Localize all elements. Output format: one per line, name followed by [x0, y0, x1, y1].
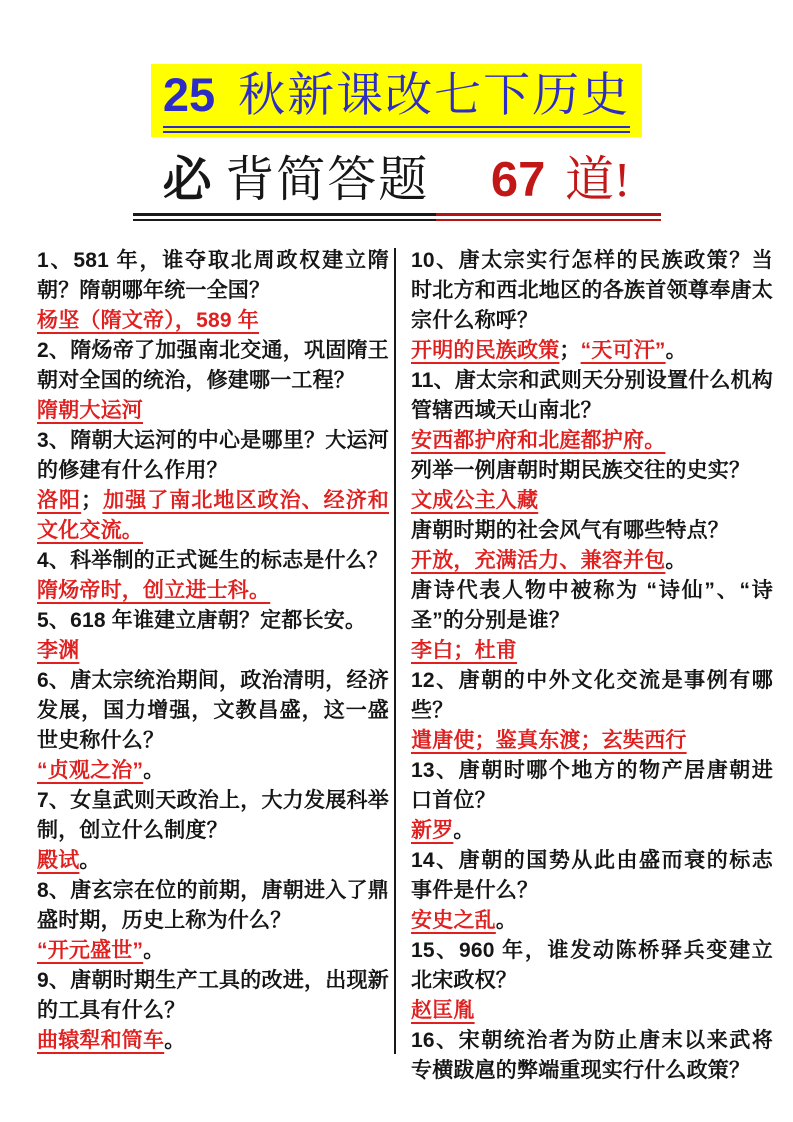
question-text: 13、唐朝时哪个地方的物产居唐朝进口首位？	[411, 759, 773, 812]
answer-punctuation: ；	[81, 489, 103, 512]
answer-paragraph	[37, 486, 389, 546]
answer-punctuation: 。	[453, 819, 475, 842]
question-paragraph	[37, 546, 389, 576]
answer-text: 赵匡胤	[411, 999, 475, 1022]
question-text: 6、唐太宗统治期间，政治清明，经济发展，国力增强，文教昌盛，这一盛世史称什么？	[37, 669, 389, 752]
left-column	[37, 246, 389, 1086]
answer-paragraph	[411, 486, 773, 516]
question-text: 5、618 年谁建立唐朝？定都长安。	[37, 609, 367, 632]
banner-highlight-box	[151, 64, 642, 137]
answer-paragraph	[37, 846, 389, 876]
underline-black-segment	[133, 213, 436, 221]
banner-year-number: 25	[162, 68, 216, 121]
answer-punctuation: 。	[495, 909, 518, 932]
answer-text: 遣唐使；鉴真东渡；玄奘西行	[411, 729, 687, 752]
answer-paragraph	[411, 636, 773, 666]
answer-text: 曲辕犁和筒车	[37, 1029, 165, 1052]
question-text: 唐朝时期的社会风气有哪些特点？	[411, 519, 729, 542]
answer-text: 新罗	[411, 819, 454, 842]
answer-text: 李白；杜甫	[411, 639, 517, 662]
question-text: 11、唐太宗和武则天分别设置什么机构管辖西域天山南北？	[411, 369, 773, 422]
answer-text: 殿试	[37, 849, 80, 872]
question-text: 列举一例唐朝时期民族交往的史实？	[411, 459, 751, 482]
answer-paragraph	[37, 636, 389, 666]
question-text: 9、唐朝时期生产工具的改进，出现新的工具有什么？	[37, 969, 389, 1022]
question-paragraph	[37, 876, 389, 936]
subtitle	[0, 153, 793, 208]
question-text: 3、隋朝大运河的中心是哪里？大运河的修建有什么作用？	[37, 429, 389, 482]
page-title	[163, 66, 630, 133]
answer-punctuation: 。	[143, 759, 165, 782]
banner-title-row	[0, 0, 793, 137]
answer-paragraph	[411, 906, 773, 936]
answer-punctuation: ；	[559, 339, 581, 362]
question-text: 10、唐太宗实行怎样的民族政策？当时北方和西北地区的各族首领尊奉唐太宗什么称呼？	[411, 249, 773, 332]
answer-text: 李渊	[37, 639, 80, 662]
answer-paragraph	[37, 396, 389, 426]
question-paragraph	[37, 966, 389, 1026]
question-text: 2、隋炀帝了加强南北交通，巩固隋王朝对全国的统治，修建哪一工程？	[37, 339, 389, 392]
answer-paragraph	[37, 576, 389, 606]
answer-punctuation: 。	[79, 849, 101, 872]
answer-text: 安史之乱	[411, 909, 496, 932]
answer-paragraph	[411, 996, 773, 1026]
question-paragraph	[37, 666, 389, 756]
answer-text: “开元盛世”	[37, 939, 144, 962]
subtitle-text: 背简答题	[225, 152, 430, 208]
answer-paragraph	[37, 306, 389, 336]
answer-text: 开明的民族政策	[411, 339, 560, 362]
answer-paragraph	[411, 816, 773, 846]
answer-punctuation: 。	[164, 1029, 186, 1052]
answer-paragraph	[37, 756, 389, 786]
answer-text: “贞观之治”	[37, 759, 144, 782]
question-text: 1、581 年，谁夺取北周政权建立隋朝？隋朝哪年统一全国？	[37, 249, 389, 302]
answer-text: 加强了南北地区政治、经济和文化交流。	[37, 489, 389, 542]
answer-paragraph	[37, 1026, 389, 1056]
question-paragraph	[411, 456, 773, 486]
question-text: 15、960 年，谁发动陈桥驿兵变建立北宋政权？	[411, 939, 773, 992]
answer-text: 文成公主入藏	[411, 489, 539, 512]
answer-text: 隋炀帝时，创立进士科。	[37, 579, 271, 602]
question-count: 67	[490, 153, 546, 208]
question-paragraph	[37, 606, 389, 636]
qa-content	[0, 246, 793, 1086]
question-paragraph	[37, 426, 389, 486]
answer-paragraph	[411, 726, 773, 756]
answer-paragraph	[411, 426, 773, 456]
question-text: 唐诗代表人物中被称为 “诗仙”、“诗圣”的分别是谁？	[411, 579, 773, 632]
banner-course-title: 秋新课改七下历史	[238, 70, 631, 122]
question-paragraph	[411, 516, 773, 546]
answer-text: “天可汗”	[580, 339, 666, 362]
right-column	[411, 246, 773, 1086]
question-paragraph	[411, 936, 773, 996]
answer-paragraph	[411, 336, 773, 366]
answer-text: 杨坚（隋文帝），589 年	[37, 309, 259, 332]
question-text: 8、唐玄宗在位的前期，唐朝进入了鼎盛时期，历史上称为什么？	[37, 879, 389, 932]
question-paragraph	[411, 1026, 773, 1086]
question-paragraph	[411, 846, 773, 906]
question-text: 14、唐朝的国势从此由盛而衰的标志事件是什么？	[411, 849, 773, 902]
answer-punctuation: 。	[143, 939, 165, 962]
answer-text: 开放，充满活力、兼容并包	[411, 549, 666, 572]
answer-text: 安西都护府和北庭都护府。	[411, 429, 666, 452]
answer-punctuation: 。	[665, 549, 687, 572]
subtitle-lead-char: 必	[162, 153, 212, 208]
answer-punctuation: 。	[665, 339, 687, 362]
question-text: 16、宋朝统治者为防止唐末以来武将专横跋扈的弊端重现实行什么政策？	[411, 1029, 773, 1082]
question-paragraph	[411, 366, 773, 426]
answer-text: 隋朝大运河	[37, 399, 143, 422]
question-paragraph	[411, 576, 773, 636]
question-count-unit: 道!	[565, 152, 631, 208]
answer-paragraph	[411, 546, 773, 576]
subtitle-underline	[133, 213, 661, 221]
question-paragraph	[37, 246, 389, 306]
question-paragraph	[411, 246, 773, 336]
underline-red-segment	[436, 213, 661, 221]
answer-text: 洛阳	[37, 489, 82, 512]
answer-paragraph	[37, 936, 389, 966]
question-paragraph	[411, 666, 773, 726]
question-paragraph	[411, 756, 773, 816]
subtitle-row	[0, 153, 793, 221]
question-text: 7、女皇武则天政治上，大力发展科举制，创立什么制度？	[37, 789, 389, 842]
question-text: 12、唐朝的中外文化交流是事例有哪些？	[411, 669, 773, 722]
question-paragraph	[37, 786, 389, 846]
question-text: 4、科举制的正式诞生的标志是什么？	[37, 549, 389, 572]
question-paragraph	[37, 336, 389, 396]
